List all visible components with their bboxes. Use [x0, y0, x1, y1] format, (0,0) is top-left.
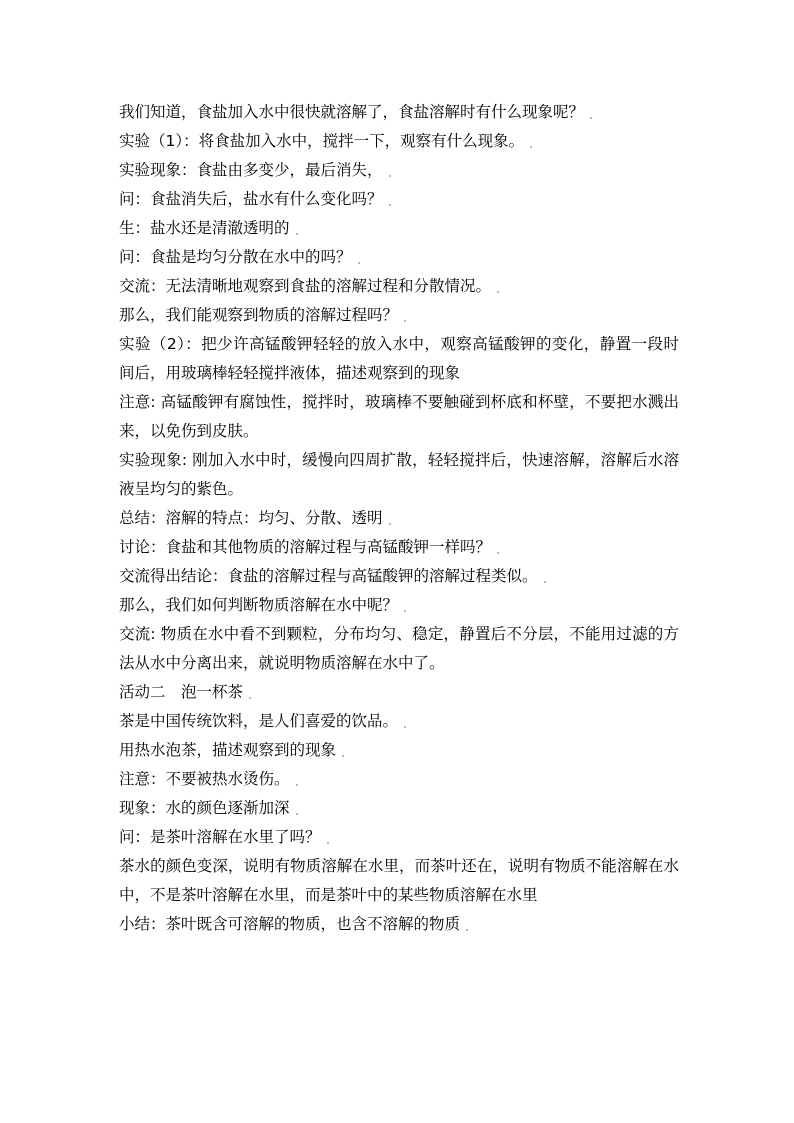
section-heading-activity-2: 活动二 泡一杯茶 — [119, 678, 679, 707]
paragraph-tea-task: 用热水泡茶，描述观察到的现象 — [119, 736, 679, 765]
paragraph-mark — [249, 697, 251, 699]
paragraph-discussion-1: 交流：无法清晰地观察到食盐的溶解过程和分散情况。 — [119, 272, 679, 301]
paragraph-intro: 我们知道，食盐加入水中很快就溶解了，食盐溶解时有什么现象呢？ — [119, 98, 679, 127]
paragraph-mark — [389, 175, 391, 177]
paragraph-summary-2: 小结：茶叶既含可溶解的物质，也含不溶解的物质 — [119, 910, 679, 939]
paragraph-mark — [466, 929, 468, 931]
paragraph-question-3: 那么，我们能观察到物质的溶解过程吗？ — [119, 301, 679, 330]
document-body — [119, 98, 679, 939]
paragraph-mark — [544, 581, 546, 583]
paragraph-mark — [296, 784, 298, 786]
paragraph-discussion-2: 讨论：食盐和其他物质的溶解过程与高锰酸钾一样吗？ — [119, 533, 679, 562]
paragraph-summary-1: 总结：溶解的特点：均匀、分散、透明 — [119, 504, 679, 533]
paragraph-conclusion: 交流得出结论：食盐的溶解过程与高锰酸钾的溶解过程类似。 — [119, 562, 679, 591]
paragraph-experiment-2: 实验（2）：把少许高锰酸钾轻轻的放入水中，观察高锰酸钾的变化，静置一段时间后，用玻璃棒轻轻搅拌液体，描述观察到的现象 — [119, 335, 679, 382]
paragraph-mark — [497, 291, 499, 293]
paragraph-phenomenon-3: 现象：水的颜色逐渐加深 — [119, 794, 679, 823]
paragraph-caution-1: 注意: 高锰酸钾有腐蚀性，搅拌时，玻璃棒不要触碰到杯底和杯壁，不要把水溅出来，以免伤到皮肤。 — [119, 393, 679, 440]
paragraph-question-5: 问：是茶叶溶解在水里了吗？ — [119, 823, 679, 852]
paragraph-mark — [404, 726, 406, 728]
paragraph-question-4: 那么，我们如何判断物质溶解在水中呢？ — [119, 591, 679, 620]
paragraph-phenomenon-2: 实验现象: 刚加入水中时，缓慢向四周扩散，轻轻搅拌后，快速溶解，溶解后水溶液呈均匀的紫色。 — [119, 451, 679, 498]
paragraph-question-1: 问：食盐消失后，盐水有什么变化吗？ — [119, 185, 679, 214]
paragraph-tea-explanation: 茶水的颜色变深，说明有物质溶解在水里，而茶叶还在，说明有物质不能溶解在水中，不是茶叶溶解在水里，而是茶叶中的某些物质溶解在水里 — [119, 857, 679, 904]
paragraph-mark — [530, 146, 532, 148]
paragraph-discussion-3: 交流: 物质在水中看不到颗粒，分布均匀、稳定，静置后不分层，不能用过滤的方法从水中分离出来，就说明物质溶解在水中了。 — [119, 625, 679, 672]
paragraph-question-2: 问：食盐是均匀分散在水中的吗？ — [119, 243, 679, 272]
paragraph-mark — [404, 610, 406, 612]
paragraph-phenomenon-1: 实验现象：食盐由多变少，最后消失， — [119, 156, 679, 185]
paragraph-mark — [389, 204, 391, 206]
paragraph-experiment-1: 实验（1）：将食盐加入水中，搅拌一下，观察有什么现象。 — [119, 127, 679, 156]
paragraph-mark — [296, 813, 298, 815]
paragraph-mark — [358, 262, 360, 264]
paragraph-student-answer: 生：盐水还是清澈透明的 — [119, 214, 679, 243]
paragraph-mark — [327, 842, 329, 844]
paragraph-mark — [296, 233, 298, 235]
paragraph-mark — [404, 320, 406, 322]
paragraph-mark — [389, 523, 391, 525]
paragraph-tea-intro: 茶是中国传统饮料，是人们喜爱的饮品。 — [119, 707, 679, 736]
paragraph-caution-2: 注意：不要被热水烫伤。 — [119, 765, 679, 794]
paragraph-mark — [497, 552, 499, 554]
paragraph-mark — [590, 117, 592, 119]
paragraph-mark — [342, 755, 344, 757]
